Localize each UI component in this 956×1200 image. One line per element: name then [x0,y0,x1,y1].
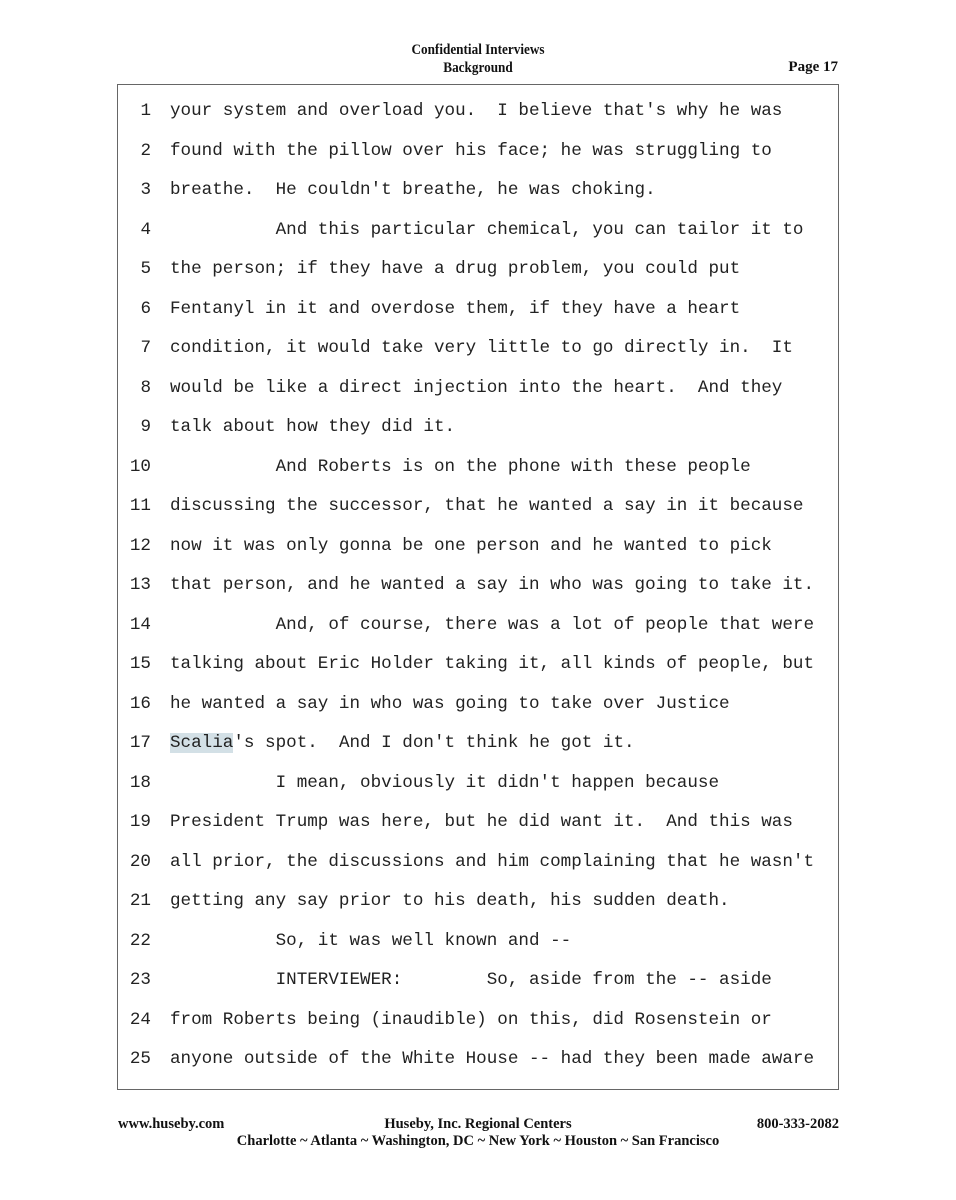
line-text: breathe. He couldn't breathe, he was choking. [170,180,656,200]
line-text: now it was only gonna be one person and he wanted to pick [170,535,772,556]
line-text: found with the pillow over his face; he was struggling to [170,140,772,161]
line-text: getting any say prior to his death, his sudden death. [170,891,730,911]
line-number: 19 [129,812,151,832]
page-header [57,41,898,77]
footer-cities: Charlotte ~ Atlanta ~ Washington, DC ~ New York ~ Houston ~ San Francisco [236,1133,720,1149]
highlighted-word: Scalia [170,733,234,753]
line-text: anyone outside of the White House -- had they been made aware [170,1049,815,1069]
line-text: And Roberts is on the phone with these people [170,456,751,477]
line-number: 23 [129,970,151,990]
line-number: 10 [129,456,151,477]
line-number: 21 [129,891,151,911]
line-number: 8 [140,377,151,398]
line-text [170,732,635,754]
line-number: 3 [140,180,151,200]
header-subtitle: Background [443,60,513,76]
line-number: 20 [129,851,151,872]
line-number: 17 [129,733,151,753]
line-text: he wanted a say in who was going to take over Justice [170,693,730,714]
line-number: 9 [140,417,151,437]
line-text: And, of course, there was a lot of people that were [170,614,815,635]
line-number: 12 [129,535,151,556]
line-number: 16 [129,693,151,714]
line-text-rest: 's spot. And I don't think he got it. [233,733,635,753]
line-number: 11 [129,496,151,516]
line-number: 1 [140,101,151,121]
line-text: would be like a direct injection into the heart. And they [170,377,783,398]
line-number: 15 [129,654,151,674]
line-number: 2 [140,140,151,161]
line-number: 6 [140,298,151,319]
line-number: 7 [140,338,151,358]
footer-company: Huseby, Inc. Regional Centers [384,1116,572,1132]
line-text: And this particular chemical, you can tailor it to [170,219,804,240]
line-number: 22 [129,930,151,951]
footer-phone: 800-333-2082 [756,1116,839,1132]
line-number: 14 [129,614,151,635]
line-text: condition, it would take very little to go directly in. It [170,338,793,358]
line-number: 25 [129,1049,151,1069]
line-text: that person, and he wanted a say in who was going to take it. [170,575,815,595]
line-number: 5 [140,259,151,279]
line-text: Fentanyl in it and overdose them, if they have a heart [170,298,741,319]
line-text: the person; if they have a drug problem, you could put [170,259,741,279]
transcript-box [117,84,839,1090]
line-text: from Roberts being (inaudible) on this, did Rosenstein or [170,1009,772,1030]
line-text: President Trump was here, but he did want it. And this was [170,812,793,832]
line-text: I mean, obviously it didn't happen because [170,772,720,793]
footer-website[interactable]: www.huseby.com [118,1116,225,1132]
line-number: 4 [140,219,151,240]
line-text: your system and overload you. I believe that's why he was [170,101,783,121]
line-text: all prior, the discussions and him complaining that he wasn't [170,851,815,872]
line-text: talk about how they did it. [170,417,456,437]
line-text: discussing the successor, that he wanted a say in it because [170,496,804,516]
line-number: 24 [129,1009,151,1030]
line-text: So, it was well known and -- [170,930,572,951]
line-number: 18 [129,772,151,793]
line-number: 13 [129,575,151,595]
line-text: INTERVIEWER: So, aside from the -- aside [170,970,772,990]
line-text: talking about Eric Holder taking it, all kinds of people, but [170,654,815,674]
page-number: Page 17 [788,59,838,75]
header-title: Confidential Interviews [411,42,545,58]
